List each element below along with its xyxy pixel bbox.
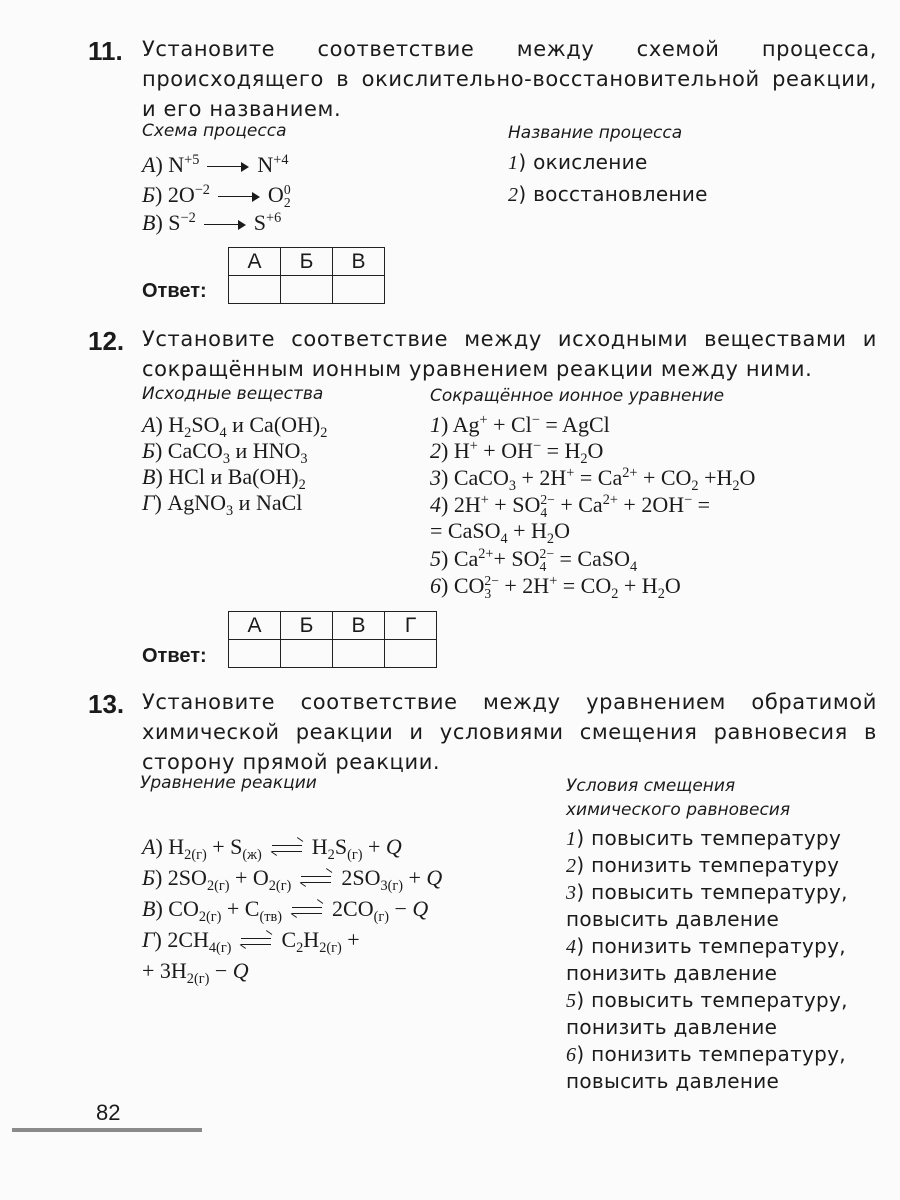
q12-left-header: Исходные вещества (142, 384, 324, 404)
q11-left-header: Схема процесса (142, 121, 287, 141)
q13-item-c: В) $CO_{2(г)} + C_{(тв)}$ $2CO_{(г)} - Q$ (142, 896, 429, 925)
q11-answer-label: Ответ: (142, 280, 207, 302)
q12-option-4: 4) 2H+ + SO 2− 4 + $Ca^{2+} + 2OH^-$ = (430, 492, 711, 520)
q11-answer-cell[interactable] (333, 276, 385, 304)
q11-answer-header: В (333, 248, 385, 276)
q12-option-5: 5) $Ca^{2+}+$ SO 2− 4 = CaSO$_4$ (430, 546, 638, 575)
q13-right-header-line1: Условия смещения (566, 776, 736, 796)
q13-option-1: 1) повысить температуру (566, 826, 842, 850)
question-13-number: 13. (88, 689, 125, 719)
q13-option-6: 6) понизить температуру, (566, 1042, 846, 1066)
q12-answer-header: Б (281, 612, 333, 640)
q13-option-5-cont: понизить давление (566, 1015, 778, 1039)
q12-answer-header: В (333, 612, 385, 640)
q13-left-header: Уравнение реакции (140, 773, 317, 793)
q12-item-d: Г) AgNO$_3$ и NaCl (142, 490, 303, 519)
q13-option-3: 3) повысить температуру, (566, 880, 848, 904)
q13-item-d: Г) $2CH_{4(г)}$ $C_2H_{2(г)}$ + (142, 927, 360, 956)
q12-item-b: Б) CaCO$_3$ и $HNO_3$ (142, 438, 308, 467)
q11-item-b: Б) $2O^{-2}$ O 0 2 (142, 182, 291, 210)
q13-item-b: Б) $2SO_{2(г)} + O_{2(г)}$ $2SO_{3(г)} + Q$ (142, 865, 443, 894)
q11-item-c: В) $S^{-2}$ $S^{+6}$ (142, 210, 282, 235)
q12-option-4-cont: = CaSO$_4$ + $H_2O$ (430, 518, 570, 547)
q12-answer-table (228, 611, 437, 668)
question-12-number: 12. (88, 326, 125, 356)
q11-answer-cell[interactable] (281, 276, 333, 304)
question-11-number: 11. (88, 36, 123, 66)
q11-item-a: А) $N^{+5}$ $N^{+4}$ (142, 152, 289, 177)
q11-option-1: 1) окисление (508, 150, 648, 174)
q13-option-5: 5) повысить температуру, (566, 988, 848, 1012)
q11-option-2: 2) восстановление (508, 182, 708, 206)
q12-answer-cell[interactable] (385, 640, 437, 668)
q13-item-d-cont: + $3H_{2(г)} - Q$ (142, 958, 249, 987)
q12-answer-label: Ответ: (142, 645, 207, 667)
q12-item-c: В) HCl и $Ba(OH)_2$ (142, 464, 306, 493)
q12-right-header: Сокращённое ионное уравнение (430, 386, 725, 406)
q13-right-header-line2: химического равновесия (566, 800, 791, 820)
q12-answer-header: А (229, 612, 281, 640)
q12-option-1: 1) Ag+ + Cl− = AgCl (430, 412, 610, 437)
page-number: 82 (96, 1100, 121, 1125)
q13-option-3-cont: повысить давление (566, 907, 780, 931)
q13-option-4: 4) понизить температуру, (566, 934, 846, 958)
q12-answer-cell[interactable] (281, 640, 333, 668)
q13-option-6-cont: повысить давление (566, 1069, 780, 1093)
q11-right-header: Название процесса (508, 123, 683, 143)
question-11-text: Установите соответствие между схемой процесса, происходящего в окислительно-восстановительной реакции, и его названием. (142, 37, 877, 121)
q12-option-2: 2) $H^+ + OH^- = H_2O$ (430, 438, 604, 467)
q11-answer-cell[interactable] (229, 276, 281, 304)
q11-answer-header: Б (281, 248, 333, 276)
question-12-text: Установите соответствие между исходными веществами и сокращённым ионным уравнением реакции между ними. (142, 327, 877, 381)
q12-answer-cell[interactable] (333, 640, 385, 668)
q12-item-a: А) $H_2SO_4$ и $Ca(OH)_2$ (142, 412, 328, 441)
q13-option-2: 2) понизить температуру (566, 853, 840, 877)
footer-rule (12, 1128, 202, 1132)
q12-answer-header: Г (385, 612, 437, 640)
q13-option-4-cont: понизить давление (566, 961, 778, 985)
q12-answer-cell[interactable] (229, 640, 281, 668)
q12-option-3: 3) CaCO$_3$ + $2H^+ = Ca^{2+} + CO_2 +H_2O$ (430, 465, 756, 494)
q12-option-6: 6) CO 2− 3 + $2H^+ = CO_2 + H_2O$ (430, 573, 681, 602)
question-13-text: Установите соответствие между уравнением обратимой химической реакции и условиями смещения равновесия в сторону прямой реакции. (142, 690, 877, 774)
q11-answer-header: А (229, 248, 281, 276)
q13-item-a: А) $H_{2(г)} + S_{(ж)}$ $H_2S_{(г)} + Q$ (142, 834, 402, 863)
q11-answer-table (228, 247, 385, 304)
